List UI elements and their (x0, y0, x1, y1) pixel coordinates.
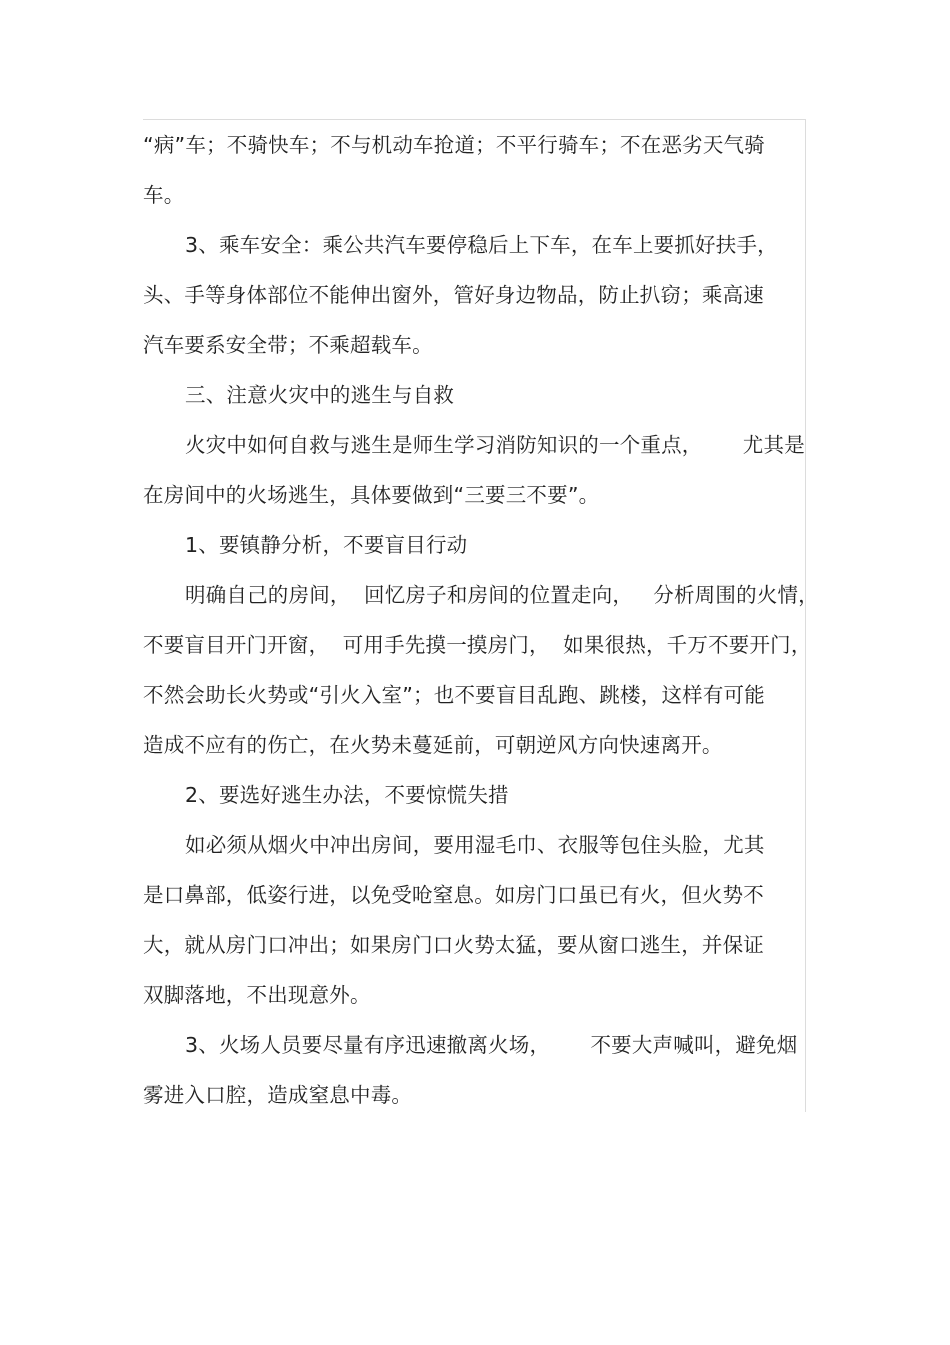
text-line-13: 造成不应有的伤亡，在火势未蔓延前，可朝逆风方向快速离开。 (143, 733, 723, 757)
text-line-18: 双脚落地，不出现意外。 (143, 983, 371, 1007)
text-line-15: 如必须从烟火中冲出房间，要用湿毛巾、衣服等包住头脸，尤其 (185, 833, 765, 857)
document-body (143, 120, 819, 1120)
text-line-1: “病”车；不骑快车；不与机动车抢道；不平行骑车；不在恶劣天气骑 (143, 133, 765, 157)
text-line-11: 不要盲目开门开窗， 可用手先摸一摸房门， 如果很热，千万不要开门， (143, 633, 812, 657)
text-line-3: 3、乘车安全：乘公共汽车要停稳后上下车，在车上要抓好扶手， (185, 233, 778, 257)
text-line-2: 车。 (143, 183, 185, 207)
text-line-17: 大，就从房门口冲出；如果房门口火势太猛，要从窗口逃生，并保证 (143, 933, 764, 957)
subheading-2: 2、要选好逃生办法，不要惊慌失措 (185, 783, 509, 807)
text-line-8: 在房间中的火场逃生，具体要做到“三要三不要”。 (143, 483, 600, 507)
text-line-7: 火灾中如何自救与逃生是师生学习消防知识的一个重点， 尤其是 (185, 433, 805, 457)
text-line-10: 明确自己的房间， 回忆房子和房间的位置走向， 分析周围的火情， (185, 583, 819, 607)
text-line-12: 不然会助长火势或“引火入室”；也不要盲目乱跑、跳楼，这样有可能 (143, 683, 765, 707)
subheading-1: 1、要镇静分析，不要盲目行动 (185, 533, 468, 557)
text-line-19: 3、火场人员要尽量有序迅速撤离火场， 不要大声喊叫，避免烟 (185, 1033, 798, 1057)
text-line-5: 汽车要系安全带；不乘超载车。 (143, 333, 433, 357)
section-heading: 三、注意火灾中的逃生与自救 (185, 383, 455, 407)
text-line-20: 雾进入口腔，造成窒息中毒。 (143, 1083, 413, 1107)
text-line-16: 是口鼻部，低姿行进，以免受呛窒息。如房门口虽已有火，但火势不 (143, 883, 764, 907)
text-line-4: 头、手等身体部位不能伸出窗外，管好身边物品，防止扒窃；乘高速 (143, 283, 764, 307)
